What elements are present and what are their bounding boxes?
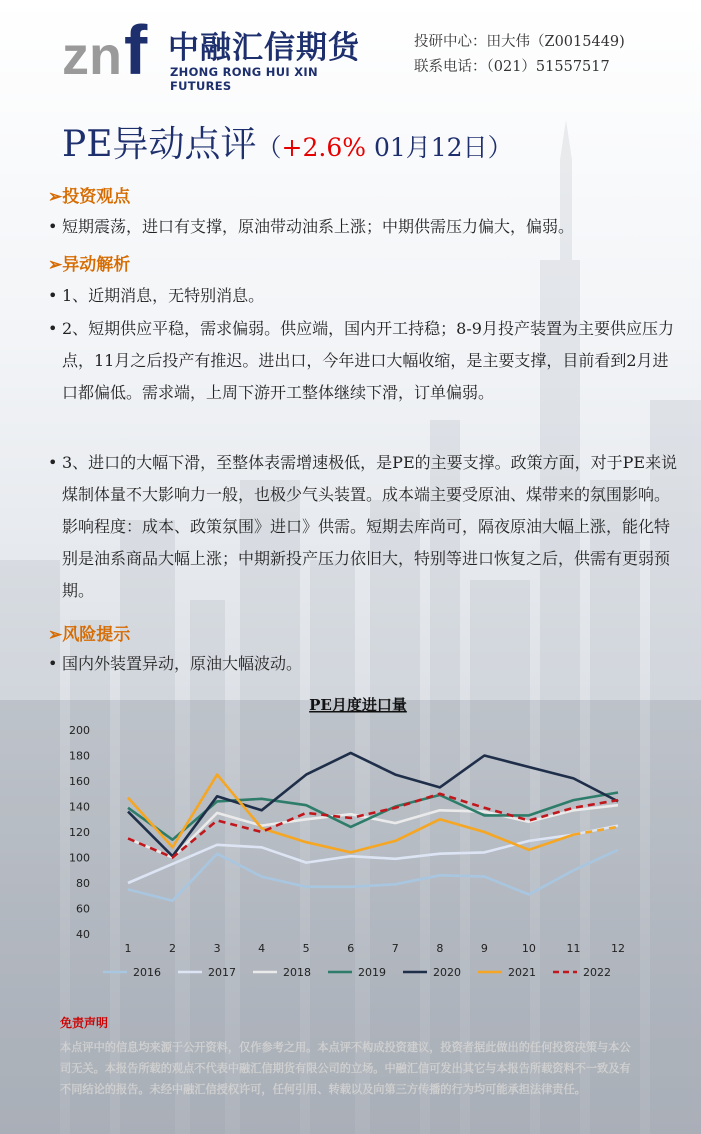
list-item bbox=[48, 280, 678, 312]
y-tick-label: 120 bbox=[69, 826, 90, 839]
page-title bbox=[62, 116, 513, 167]
title-date: 01月12日） bbox=[366, 133, 513, 162]
y-tick-label: 200 bbox=[69, 724, 90, 737]
bullet-dot: • bbox=[48, 654, 58, 673]
title-main: PE异动点评 bbox=[62, 124, 257, 165]
analysis-text-2: 2、短期供应平稳，需求偏弱。供应端，国内开工持稳；8-9月投产装置为主要供应压力点，11月之后投产有推迟。进出口，今年进口大幅收缩，是主要支撑，目前看到2月进口都偏低。需求端，上周下游开工整体继续下滑，订单偏弱。 bbox=[62, 319, 674, 402]
x-tick-label: 8 bbox=[436, 942, 444, 955]
view-text: 短期震荡，进口有支撑，原油带动油系上涨；中期供需压力偏大，偏弱。 bbox=[62, 217, 575, 236]
section-risk: ➢风险提示 bbox=[48, 625, 131, 645]
legend-label-2017: 2017 bbox=[208, 966, 236, 979]
x-tick-label: 7 bbox=[391, 942, 399, 955]
pe-import-line-chart bbox=[58, 690, 658, 990]
legend-label-2018: 2018 bbox=[283, 966, 311, 979]
section-investment-view: ➢投资观点 bbox=[48, 187, 131, 207]
x-tick-label: 1 bbox=[124, 942, 132, 955]
legend-label-2021: 2021 bbox=[508, 966, 536, 979]
znf-logo-icon bbox=[62, 12, 162, 82]
disclaimer bbox=[60, 1014, 640, 1100]
logo-english-name: ZHONG RONG HUI XIN FUTURES bbox=[170, 65, 318, 93]
svg-text:zn: zn bbox=[62, 26, 122, 82]
legend-label-2022: 2022 bbox=[583, 966, 611, 979]
legend-label-2019: 2019 bbox=[358, 966, 386, 979]
disclaimer-text: 本点评中的信息均来源于公开资料，仅作参考之用。本点评不构成投资建议，投资者据此做出的任何投资决策与本公司无关。本报告所载的观点不代表中融汇信期货有限公司的立场。中融汇信可发出其它与本报告所载资料不一致及有不同结论的报告。未经中融汇信授权许可，任何引用、转载以及向第三方传播的行为均可能承担法律责任。 bbox=[60, 1041, 631, 1096]
series-line-2020 bbox=[128, 753, 618, 856]
y-tick-label: 100 bbox=[69, 851, 90, 865]
chart-title: PE月度进口量 bbox=[309, 696, 407, 714]
bullet-dot: • bbox=[48, 453, 58, 472]
legend-label-2020: 2020 bbox=[433, 966, 461, 979]
list-item bbox=[48, 447, 678, 607]
x-tick-label: 3 bbox=[213, 942, 221, 955]
analysis-text-1: 1、近期消息，无特别消息。 bbox=[62, 286, 265, 305]
list-item bbox=[48, 211, 678, 243]
bullet-dot: • bbox=[48, 319, 58, 338]
legend-label-2016: 2016 bbox=[133, 966, 161, 979]
disclaimer-title: 免责声明 bbox=[60, 1016, 109, 1030]
analyst-line: 投研中心：田大伟（Z0015449) bbox=[414, 34, 625, 50]
list-item bbox=[48, 313, 678, 409]
y-tick-label: 40 bbox=[76, 928, 90, 941]
y-tick-label: 180 bbox=[69, 749, 90, 763]
risk-text: 国内外装置异动，原油大幅波动。 bbox=[62, 654, 303, 673]
bullet-dot: • bbox=[48, 217, 58, 236]
x-tick-label: 11 bbox=[566, 942, 581, 955]
x-tick-label: 12 bbox=[611, 942, 625, 955]
section-analysis: ➢异动解析 bbox=[48, 255, 131, 275]
y-tick-label: 160 bbox=[69, 775, 90, 788]
x-tick-label: 2 bbox=[169, 942, 177, 955]
list-item bbox=[48, 648, 678, 680]
y-tick-label: 80 bbox=[76, 877, 90, 890]
y-tick-label: 60 bbox=[76, 902, 90, 916]
bullet-dot: • bbox=[48, 286, 58, 305]
x-tick-label: 10 bbox=[521, 942, 536, 955]
logo-chinese-name: 中融汇信期货 bbox=[168, 30, 360, 66]
svg-text:f: f bbox=[124, 12, 148, 82]
price-change: +2.6% bbox=[281, 133, 366, 162]
x-tick-label: 5 bbox=[302, 942, 310, 955]
phone-line: 联系电话：（021）51557517 bbox=[414, 59, 610, 75]
x-tick-label: 9 bbox=[480, 942, 488, 955]
company-logo bbox=[62, 12, 382, 93]
title-paren: （ bbox=[256, 133, 282, 162]
analysis-text-3: 3、进口的大幅下滑，至整体表需增速极低，是PE的主要支撑。政策方面，对于PE来说煤制体量不大影响力一般，也极少气头装置。成本端主要受原油、煤带来的氛围影响。影响程度：成本、政策氛围》进口》供需。短期去库尚可，隔夜原油大幅上涨，能化特别是油系商品大幅上涨；中期新投产压力依旧大，特别等进口恢复之后，供需有更弱预期。 bbox=[62, 453, 678, 600]
y-tick-label: 140 bbox=[69, 800, 90, 814]
contact-info bbox=[414, 30, 625, 80]
x-tick-label: 6 bbox=[347, 942, 355, 955]
x-tick-label: 4 bbox=[258, 942, 266, 955]
